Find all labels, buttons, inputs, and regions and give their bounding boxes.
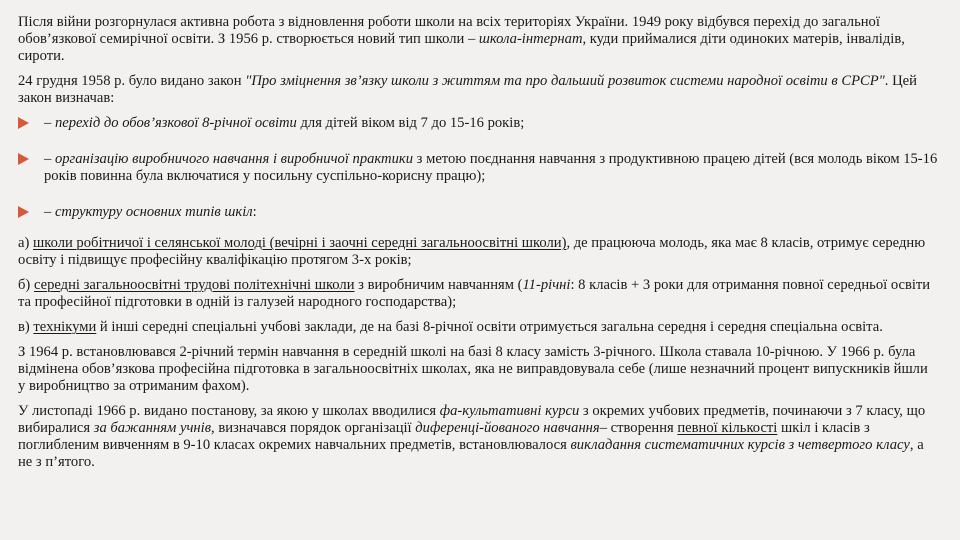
law-provisions-list — [18, 115, 938, 221]
list-item: – структуру основних типів шкіл: — [18, 204, 938, 221]
list-item: – організацію виробничого навчання і виробничої практики з метою поєднання навчання з продуктивною працею дітей (вся молодь віком 15-16 років повинна була включатися у посильну суспільно-корисну працю); — [18, 151, 938, 185]
slide-content — [18, 14, 938, 479]
law-title: "Про зміцнення зв’язку школи з життям та про дальший розвиток системи народної освіти в СРСР" — [245, 73, 885, 89]
paragraph-school-type-a: а) школи робітничої і селянської молоді (вечірні і заочні середні загальноосвітні школи), де працююча молодь, яка має 8 класів, отримує середню освіту і підвищує професійну кваліфікацію протягом 3-х років; — [18, 235, 926, 268]
arrow-bullet-icon — [18, 117, 29, 129]
term-boarding-school: школа-інтернат — [478, 31, 583, 47]
paragraph-law-1958: 24 грудня 1958 р. було видано закон "Про зміцнення зв’язку школи з життям та про дальший розвиток системи народної освіти в СРСР". Цей закон визначав: — [18, 73, 917, 106]
term-working-youth-schools: школи робітничої і селянської молоді (вечірні і заочні середні загальноосвітні школи) — [33, 235, 567, 251]
paragraph-1966: У листопаді 1966 р. видано постанову, за якою у школах вводилися фа-культативні курси з окремих учбових предметів, починаючи з 7 класу, що вибиралися за бажанням учнів, визначався порядок організації диференці-йованого навчання– створення певної кількості шкіл і класів з поглибленим вивченням в 9-10 класах окремих навчальних предметів, встановлювалося викладання систематичних курсів з четвертого класу, а не з п’ятого. — [18, 403, 926, 470]
paragraph-postwar: Після війни розгорнулася активна робота з відновлення роботи школи на всіх територіях України. 1949 року відбувся перехід до загальної обов’язкової семирічної освіти. З 1956 р. створюється новий тип школи – школа-інтернат, куди приймалися діти одиноких матерів, інвалідів, сироти. — [18, 14, 905, 64]
list-item: – перехід до обов’язкової 8-річної освіти для дітей віком від 7 до 15-16 років; — [18, 115, 938, 132]
term-technical-schools: технікуми — [33, 319, 97, 335]
paragraph-school-type-b: б) середні загальноосвітні трудові політехнічні школи з виробничим навчанням (11-річні: 8 класів + 3 роки для отримання повної середньої освіти та професійної підготовки в одній із галузей народного господарства); — [18, 277, 931, 310]
arrow-bullet-icon — [18, 153, 29, 165]
paragraph-1964: З 1964 р. встановлювався 2-річний термін навчання в середній школі на базі 8 класу замість 3-річного. Школа ставала 10-річною. У 1966 р. була відмінена обов’язкова професійна підготовка в загальноосвітніх школах, яка не виправдовувала себе (лише незначний процент випускників йшли у виробництво за отриманим фахом). — [18, 344, 928, 394]
arrow-bullet-icon — [18, 206, 29, 218]
term-polytechnic-schools: середні загальноосвітні трудові політехнічні школи — [33, 277, 355, 293]
paragraph-school-type-v: в) технікуми й інші середні спеціальні учбові заклади, де на базі 8-річної освіти отримується загальна середня і середня спеціальна освіта. — [18, 319, 883, 335]
